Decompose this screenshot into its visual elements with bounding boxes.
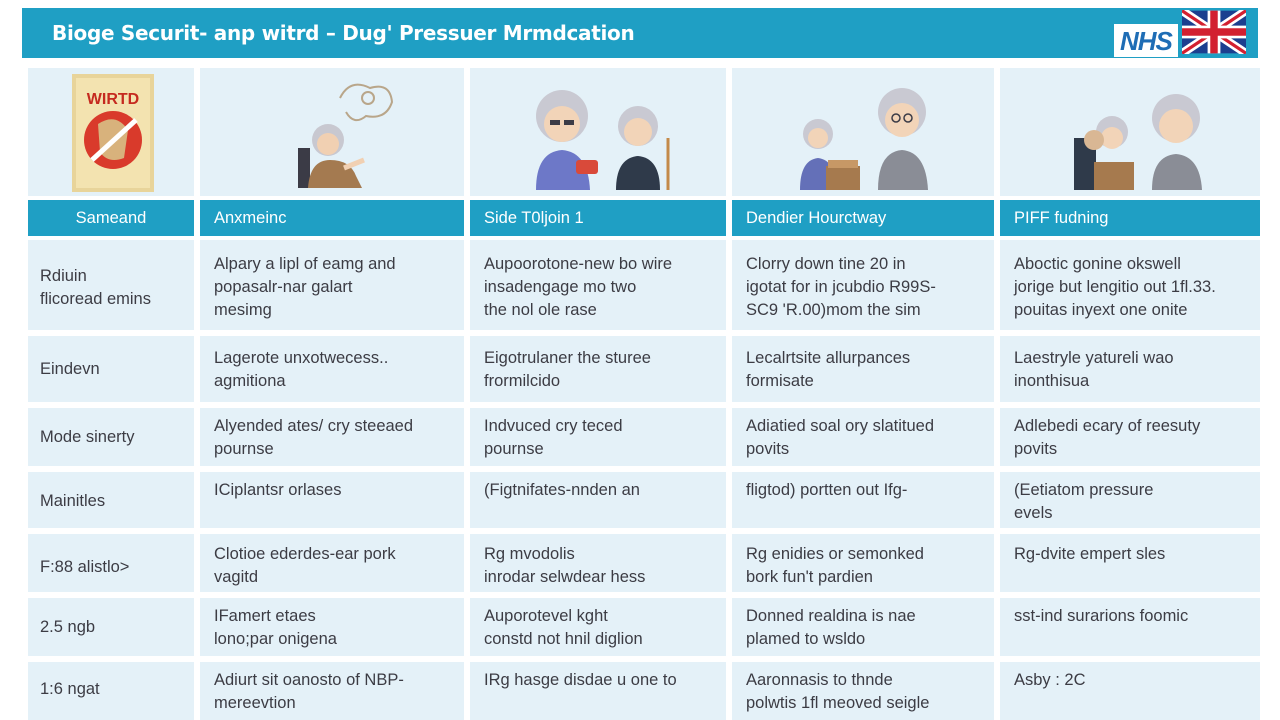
table-cell: fligtod) portten out Ifg- [732,472,994,528]
table-cell: Adiurt sit oanosto of NBP- mereevtion [200,662,464,720]
table-cell: Clorry down tine 20 in igotat for in jcubdio R99S- SC9 'R.00)mom the sim [732,240,994,330]
image-cell-2 [470,68,726,196]
row-label: F:88 alistlo> [28,534,194,592]
comparison-table [22,62,1266,720]
table-cell: Donned realdina is nae plamed to wsldo [732,598,994,656]
table-cell: Adiatied soal ory slatitued povits [732,408,994,466]
table-cell: IFamert etaes lono;par onigena [200,598,464,656]
elderly-couple-family-icon [1000,68,1260,196]
table-cell: Lagerote unxotwecess.. agmitiona [200,336,464,402]
table-cell: Alpary a lipl of eamg and popasalr-nar galart mesimg [200,240,464,330]
image-cell-0 [28,68,194,196]
table-cell: ICiplantsr orlases [200,472,464,528]
table-cell: Aaronnasis to thnde polwtis 1fl meoved seigle [732,662,994,720]
table-cell: Aboctic gonine okswell jorige but lengitio out 1fl.33. pouitas inyext one onite [1000,240,1260,330]
column-header: Side T0ljoin 1 [470,200,726,236]
table-cell: Aupoorotone-new bo wire insadengage mo two the nol ole rase [470,240,726,330]
table-cell: Asby : 2C [1000,662,1260,720]
row-label: 1:6 ngat [28,662,194,720]
image-cell-1 [200,68,464,196]
table-cell: sst-ind surarions foomic [1000,598,1260,656]
image-cell-4 [1000,68,1260,196]
column-header: Sameand [28,200,194,236]
warning-poster-icon [28,68,194,196]
elderly-couple-icon [470,68,726,196]
table-cell: Alyended ates/ cry steeaed pournse [200,408,464,466]
column-header: Dendier Hourctway [732,200,994,236]
page-title: Bioge Securit- anp witrd – Dug' Pressuer Mrmdcation [52,21,635,45]
table-cell: Clotioe ederdes-ear pork vagitd [200,534,464,592]
column-header: PIFF fudning [1000,200,1260,236]
table-cell: Indvuced cry teced pournse [470,408,726,466]
table-cell: Adlebedi ecary of reesuty povits [1000,408,1260,466]
table-cell: (Figtnifates-nnden an [470,472,726,528]
row-label: 2.5 ngb [28,598,194,656]
page-header [22,8,1258,58]
table-cell: (Eetiatom pressure evels [1000,472,1260,528]
table-cell: Lecalrtsite allurpances formisate [732,336,994,402]
column-header: Anxmeinc [200,200,464,236]
elderly-couple-desk-icon [732,68,994,196]
table-cell: Laestryle yatureli wao inonthisua [1000,336,1260,402]
table-cell: Auporotevel kght constd not hnil diglion [470,598,726,656]
table-cell: Eigotrulaner the sturee frormilcido [470,336,726,402]
row-label: Mainitles [28,472,194,528]
nhs-logo: NHS [1114,24,1178,57]
table-cell: IRg hasge disdae u one to [470,662,726,720]
row-label: Rdiuin flicoread emins [28,240,194,330]
elderly-woman-thinking-icon [200,68,464,196]
row-label: Mode sinerty [28,408,194,466]
table-cell: Rg mvodolis inrodar selwdear hess [470,534,726,592]
image-cell-3 [732,68,994,196]
table-cell: Rg-dvite empert sles [1000,534,1260,592]
union-flag-icon [1182,10,1246,54]
row-label: Eindevn [28,336,194,402]
table-cell: Rg enidies or semonked bork fun't pardien [732,534,994,592]
poster-label: WIRTD [86,91,140,108]
